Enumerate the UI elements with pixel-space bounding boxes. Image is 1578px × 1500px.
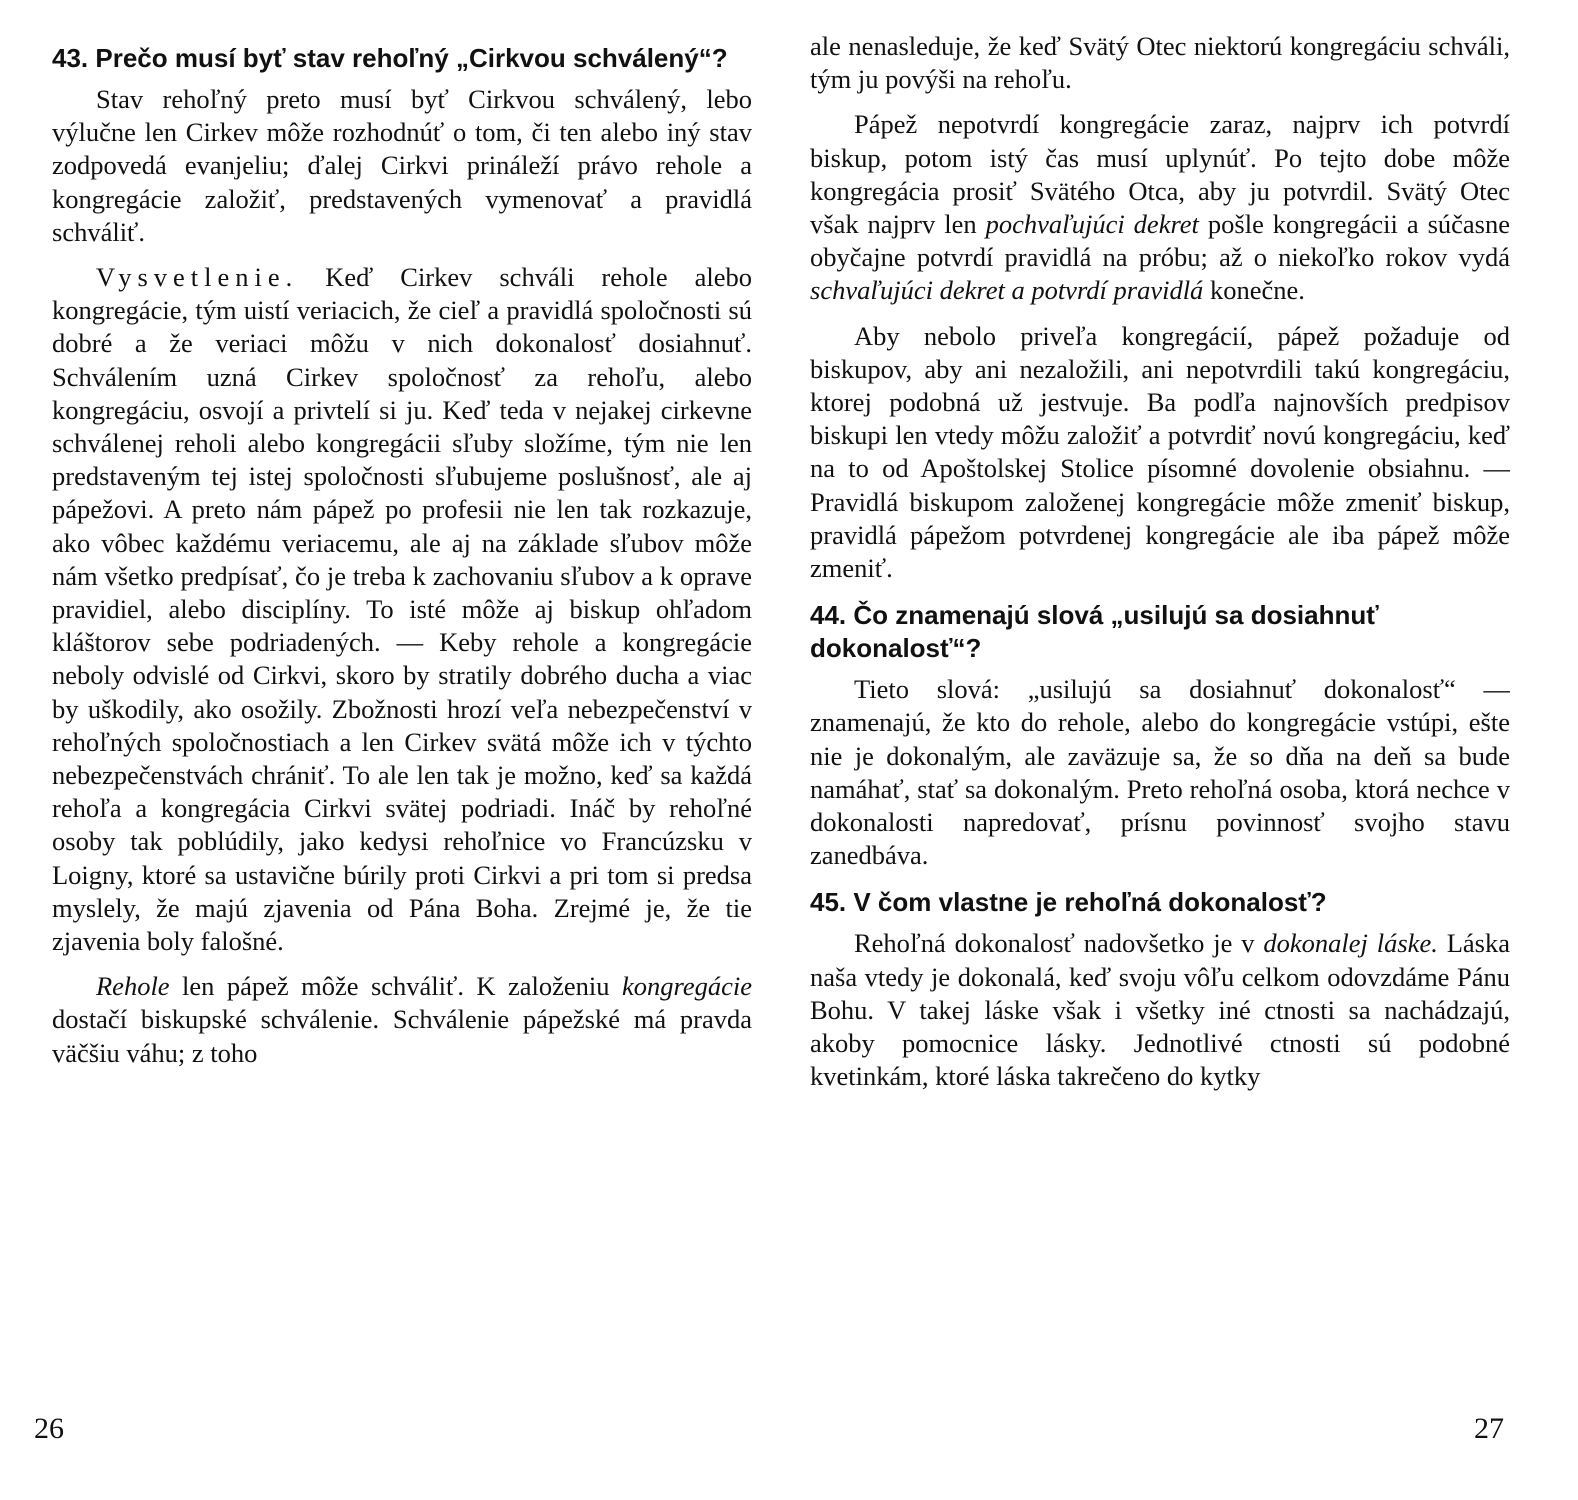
page-number-right: 27 [1474, 1412, 1504, 1445]
question-43-final-paragraph [52, 970, 752, 1070]
question-44-heading: 44. Čo znamenajú slová „usilujú sa dosiahnuť dokonalosť“? [810, 600, 1379, 664]
question-43-answer: Stav rehoľný preto musí byť Cirkvou schválený, lebo výlučne len Cirkev môže rozhodnúť o tom, či ten alebo iný stav zodpovedá evanjeliu; ďalej Cirkvi prináleží právo rehole a kongregácie založiť, predstavených vymenovať a pravidlá schváliť. [52, 84, 752, 247]
question-43-heading: 43. Prečo musí byť stav rehoľný „Cirkvou schválený“? [52, 43, 728, 73]
q45-text-1: Rehoľná dokonalosť nadovšetko je v [854, 928, 1264, 959]
italic-pochvalujuci-dekret: pochvaľujúci dekret [985, 209, 1199, 240]
question-45-answer [810, 927, 1510, 1093]
italic-dokonalej-laske: dokonalej láske. [1263, 928, 1438, 959]
continuation-paragraph: ale nenasleduje, že keď Svätý Otec niektorú kongregáciu schváli, tým ju povýši na rehoľu. [810, 31, 1510, 95]
q45-text-2: Láska naša vtedy je dokonalá, keď svoju vôľu celkom odovzdáme Pánu Bohu. V takej láske však i všetky iné ctnosti sa nachádzajú, akoby pomocnice lásky. Jednotlivé ctnosti sú podobné kvetinkám, ktoré láska takrečeno do kytky [810, 928, 1510, 1092]
pope-confirmation-paragraph [810, 108, 1510, 307]
left-page [52, 30, 752, 1430]
pope-text-3: konečne. [1203, 275, 1305, 306]
question-44-answer: Tieto slová: „usilujú sa dosiahnuť dokonalosť“ — znamenajú, že kto do rehole, alebo do kongregácie vstúpi, ešte nie je dokonalým, ale zaväzuje sa, že so dňa na deň sa bude namáhať, stať sa dokonalým. Preto rehoľná osoba, ktorá nechce v dokonalosti napredovať, prísnu povinnosť svojho stavu zanedbáva. [810, 674, 1510, 871]
italic-rehole: Rehole [96, 971, 170, 1002]
pope-text-1: Pápež nepotvrdí kongregácie zaraz, najprv ich potvrdí biskup, potom istý čas musí uplynúť. Po tejto dobe môže kongregácia prosiť Svätého Otca, aby ju potvrdil. Svätý Otec však najprv len [810, 109, 1510, 240]
explanation-lead: Vysvetlenie. [96, 262, 299, 293]
page-number-left: 26 [34, 1412, 64, 1445]
pope-text-2: pošle kongregácii a súčasne obyčajne potvrdí pravidlá na próbu; až o niekoľko rokov vydá [810, 209, 1510, 273]
final-text-2: dostačí biskupské schválenie. Schválenie pápežské má pravda väčšiu váhu; z toho [52, 1004, 752, 1068]
final-text-1: len pápež môže schváliť. K založeniu [169, 971, 622, 1002]
question-43-explanation [52, 261, 752, 958]
italic-kongregacie: kongregácie [622, 971, 752, 1002]
explanation-text: Keď Cirkev schváli rehole alebo kongregácie, tým uistí veriacich, že cieľ a pravidlá spoločnosti sú dobré a že veriaci môžu v nich dokonalosť dosiahnuť. Schválením uzná Cirkev spoločnosť za rehoľu, alebo kongregáciu, osvojí a privtelí si ju. Keď teda v nejakej cirkevne schválenej reholi alebo kongregácii sľuby složíme, tým nie len predstaveným tej istej spoločnosti sľubujeme poslušnosť, ale aj pápežovi. A preto nám pápež po profesii nie len tak rozkazuje, ako vôbec každému veriacemu, ale aj na základe sľubov môže nám všetko predpísať, čo je treba k zachovaniu sľubov a k oprave pravidiel, alebo disciplíny. To isté môže aj biskup ohľadom kláštorov sebe podriadených. — Keby rehole a kongregácie neboly odvislé od Cirkvi, skoro by stratily dobrého ducha a viac by uškodily, ako osožily. Zbožnosti hrozí veľa nebezpečenství v rehoľných spoločnostiach a len Cirkev svätá môže ich v týchto nebezpečenstvách chrániť. To ale len tak je možno, keď sa každá rehoľa a kongregácia Cirkvi svätej podriadi. Ináč by rehoľné osoby tak poblúdily, jako kedysi rehoľnice vo Francúzsku v Loigny, ktoré sa ustavične búrily proti Cirkvi a pri tom si predsa myslely, že majú zjavenia od Pána Boha. Zrejmé je, že tie zjavenia boly falošné. [52, 262, 752, 957]
right-page [810, 30, 1510, 1430]
bishops-paragraph: Aby nebolo priveľa kongregácií, pápež požaduje od biskupov, aby ani nezaložili, ani nepotvrdili takú kongregáciu, ktorej podobná už jestvuje. Ba podľa najnovších predpisov biskupi len vtedy môžu založiť a potvrdiť novú kongregáciu, keď na to od Apoštolskej Stolice písomné dovolenie obsiahnu. — Pravidlá biskupom založenej kongregácie môže zmeniť biskup, pravidlá pápežom potvrdenej kongregácie ale iba pápež môže zmeniť. [810, 320, 1510, 584]
question-45-heading: 45. V čom vlastne je rehoľná dokonalosť? [810, 887, 1327, 918]
italic-schvalujuci-dekret: schvaľujúci dekret a potvrdí pravidlá [810, 275, 1204, 306]
